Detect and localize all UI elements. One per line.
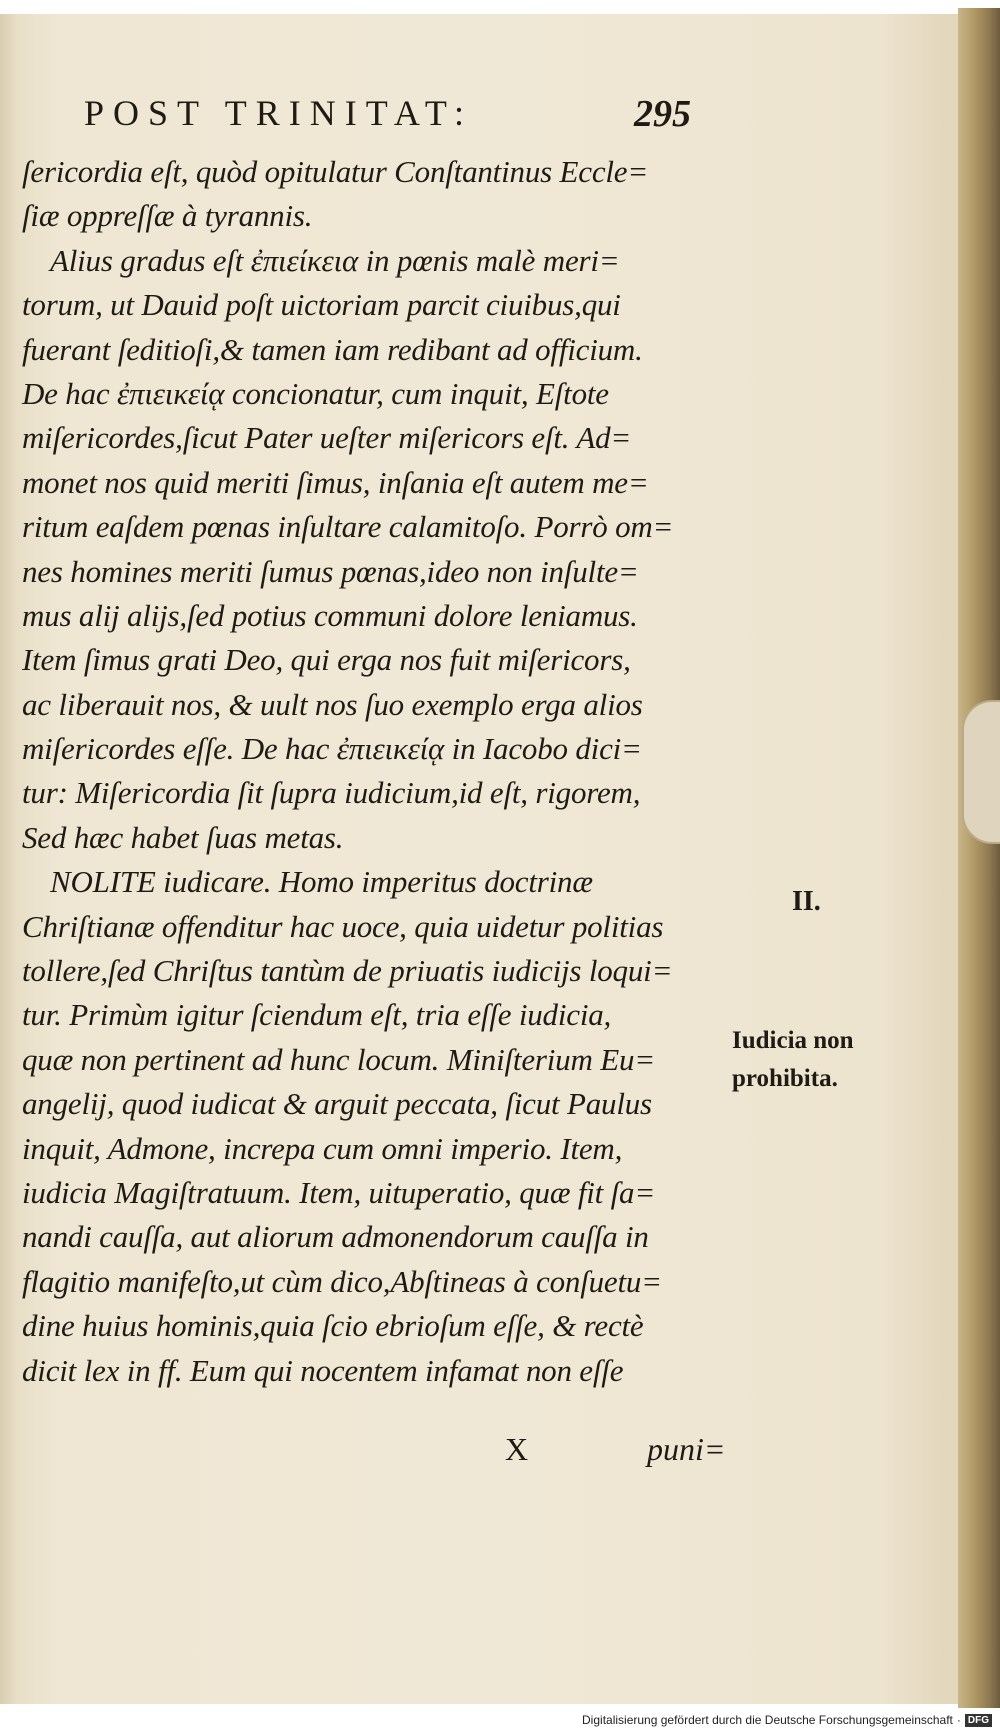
text-line: iudicia Magiſtratuum. Item, uituperatio, quæ fit ſa= — [22, 1174, 656, 1210]
text-line: angelij, quod iudicat & arguit peccata, ſicut Paulus — [22, 1086, 652, 1122]
text-line: Sed hæc habet ſuas metas. — [22, 819, 344, 855]
text-line: ſericordia eſt, quòd opitulatur Conſtantinus Eccle= — [22, 154, 649, 189]
text-line: Chriſtianæ offenditur hac uoce, quia uidetur politias — [22, 908, 664, 944]
catchword: puni= — [647, 1431, 726, 1467]
text-line: dicit lex in ff. Eum qui nocentem infamat non eſſe — [22, 1352, 624, 1388]
text-line: De hac ἐπιεικείᾳ concionatur, cum inquit, Eſtote — [22, 375, 609, 411]
text-line: quæ non pertinent ad hunc locum. Miniſterium Eu= — [22, 1041, 655, 1077]
text-line: nandi cauſſa, aut aliorum admonendorum cauſſa in — [22, 1219, 649, 1255]
text-line: flagitio manifeſto,ut cùm dico,Abſtineas à conſuetu= — [22, 1263, 662, 1299]
section-number: II. — [792, 886, 821, 917]
text-line: miſericordes,ſicut Pater ueſter miſericors eſt. Ad= — [22, 420, 632, 456]
text-line: ſiæ oppreſſæ à tyrannis. — [22, 198, 313, 234]
digitization-credit: Digitalisierung gefördert durch die Deutsche Forschungsgemeinschaft · DFG — [582, 1711, 992, 1729]
main-text — [22, 150, 722, 1393]
text-line: ac liberauit nos, & uult nos ſuo exemplo erga alios — [22, 686, 643, 722]
text-line: tur: Miſericordia ſit ſupra iudicium,id eſt, rigorem, — [22, 775, 641, 811]
signature-mark: X — [505, 1431, 529, 1467]
text-line: monet nos quid meriti ſimus, inſania eſt autem me= — [22, 464, 649, 500]
credit-text: Digitalisierung gefördert durch die Deutsche Forschungsgemeinschaft — [582, 1713, 953, 1727]
text-line: tollere,ſed Chriſtus tantùm de priuatis iudicijs loqui= — [22, 953, 673, 989]
text-line: mus alij alijs,ſed potius communi dolore leniamus. — [22, 597, 638, 633]
dfg-logo-icon: DFG — [965, 1714, 992, 1727]
marginal-note-line1: Iudicia non — [732, 1027, 854, 1054]
text-line: NOLITE iudicare. Homo imperitus doctrinæ — [50, 864, 593, 900]
text-line: Item ſimus grati Deo, qui erga nos fuit miſericors, — [22, 642, 631, 678]
marginal-note-line2: prohibita. — [732, 1065, 838, 1092]
text-line: dine huius hominis,quia ſcio ebrioſum eſſe, & rectè — [22, 1308, 644, 1344]
text-line: fuerant ſeditioſi,& tamen iam redibant ad officium. — [22, 331, 643, 367]
text-line: tur. Primùm igitur ſciendum eſt, tria eſſe iudicia, — [22, 997, 612, 1033]
page-number: 295 — [634, 93, 691, 135]
text-line: inquit, Admone, increpa cum omni imperio. Item, — [22, 1130, 623, 1166]
text-line: miſericordes eſſe. De hac ἐπιεικείᾳ in Iacobo dici= — [22, 731, 642, 767]
text-line: torum, ut Dauid poſt uictoriam parcit ciuibus,qui — [22, 287, 621, 323]
text-line: ritum eaſdem pœnas inſultare calamitoſo. Porrò om= — [22, 509, 674, 545]
book-clasp — [962, 700, 1000, 844]
text-line: nes homines meriti ſumus pœnas,ideo non inſulte= — [22, 553, 639, 589]
running-title: POST TRINITAT: — [84, 93, 474, 133]
page-edge — [958, 8, 1000, 1708]
text-line: Alius gradus eſt ἐπιείκεια in pœnis malè meri= — [50, 242, 620, 278]
